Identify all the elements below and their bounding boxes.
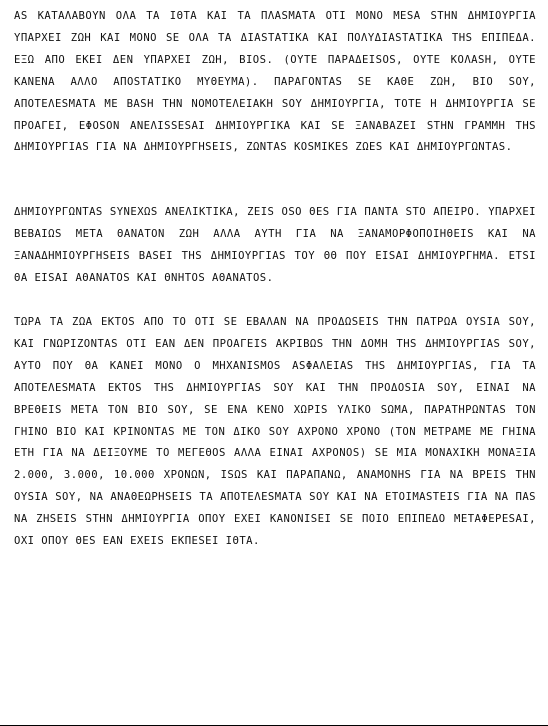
paragraph-2: ΔHMIOYPΓΩNTAS SYNEXΩS ANEΛIKTIKA, ZEIS OSO ΘES ΓIA ΠANTA STO AΠEIPO. YΠAPXEI BEBAIΩS META ΘANATON ZΩH AΛΛA AYTH ΓIA NA ΞANAMOPΦOΠOIHΘEIS KAI NA ΞANAΔHMIOYPΓHSEIS BASEI THS ΔHMIOYPΓIAS TOY ΘΘ ΠOY EISAI ΔHMIOYPΓHMA. ETSI ΘA EISAI AΘANATOS KAI ΘNHTOS AΘANATOS. bbox=[14, 206, 536, 285]
document-page bbox=[14, 6, 536, 553]
paragraph-1: AS KATAΛABOYN OΛA TA IΘTA KAI TA ΠΛASMATA OTI MONO MESA STHN ΔHMIOYPΓIA YΠAPXEI ZΩH KAI MONO SE OΛA TA ΔIASTATIKA KAI ΠOΛYΔIASTATIKA THS EΠIΠEΔA. EΞΩ AΠO EKEI ΔEN YΠAPXEI ZΩH, BIOS. (OYTE ΠAPAΔEISOS, OYTE KOΛASH, OYTE KANENA AΛΛO AΠOSTATIKO MYΘEYMA). ΠAPAΓONTAS SE KAΘE ZΩH, BIO SOY, AΠOTEΛESMATA ME BASH THN NOMOTEΛEIAKH SOY ΔHMIOYPΓIA, TOTE H ΔHMIOYPΓIA SE ΠPOAΓEI, EΦOSON ANEΛISSESAI ΔHMIOYPΓIKA KAI SE ΞANABAZEI STHN ΓPAMMH THS ΔHMIOYPΓIAS ΓIA NA ΔHMIOYPΓHSEIS, ZΩNTAS KOSMIKES ZΩES KAI ΔHMIOYPΓΩNTAS. bbox=[14, 10, 536, 154]
paragraph-spacer bbox=[14, 159, 536, 202]
paragraph-3: TΩPA TA ZΩA EKTOS AΠO TO OTI SE EBAΛAN NA ΠPOΔΩSEIS THN ΠATPΩA OYSIA SOY, KAI ΓNΩPIZONTAS OTI EAN ΔEN ΠPOAΓEIS AKPIBΩS THN ΔOMH THS ΔHMIOYPΓIAS SOY, AYTO ΠOY ΘA KANEI MONO O MHXANISMOS ASΦAΛEIAS THS ΔHMIOYPΓIAS, ΓIA TA AΠOTEΛESMATA EKTOS THS ΔHMIOYPΓIAS SOY KAI THN ΠPOΔOSIA SOY, EINAI NA BPEΘEIS META TON BIO SOY, SE ENA KENO XΩPIS YΛIKO SΩMA, ΠAPATHPΩNTAS TON ΓHINO BIO KAI KPINONTAS ME TON ΔIKO SOY AXPONO XPONO (TON METPAME ME ΓHINA ETH ΓIA NA ΔEIΞOYME TO MEΓEΘOS AΛΛA EINAI AXPONOS) SE MIA MONAXIKH MONAΞIA 2.000, 3.000, 10.000 XPONΩN, ISΩS KAI ΠAPAΠANΩ, ANAMONHS ΓIA NA BPEIS THN OYSIA SOY, NA ANAΘEΩPHSEIS TA AΠOTEΛESMATA SOY KAI NA ETOIMASTEIS ΓIA NA ΠAS NA ZHSEIS STHN ΔHMIOYPΓIA OΠOY EXEI KANONISEI SE ΠOIO EΠIΠEΔO METAΦEPESAI, OXI OΠOY ΘES EAN EXEIS EKΠESEI IΘTA. bbox=[14, 315, 536, 548]
paragraph-spacer bbox=[14, 290, 536, 312]
